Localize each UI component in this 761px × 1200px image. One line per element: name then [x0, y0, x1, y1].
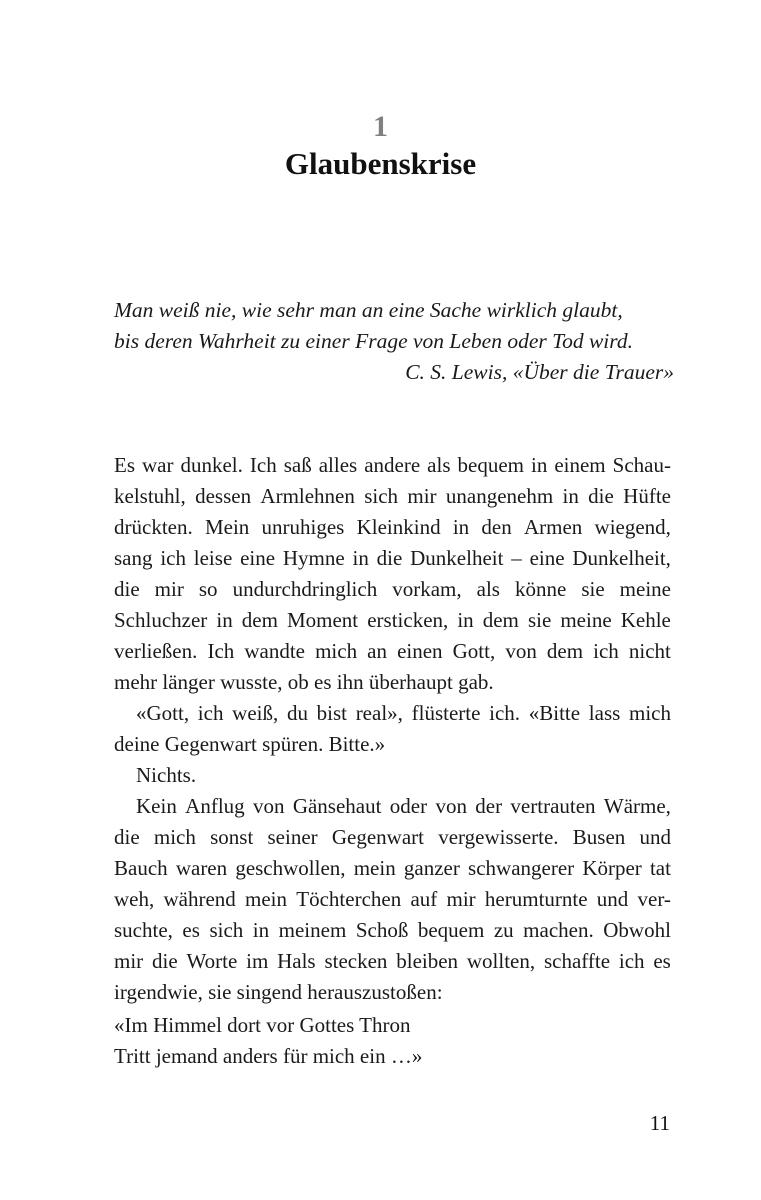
epigraph-attribution: C. S. Lewis, «Über die Trauer»	[405, 360, 674, 384]
body-line: Bauch waren geschwollen, mein ganzer schwangerer Körper tat	[114, 856, 671, 880]
body-line: «Gott, ich weiß, du bist real», flüsterte ich. «Bitte lass mich	[136, 701, 671, 725]
chapter-number: 1	[373, 110, 388, 143]
body-line: verließen. Ich wandte mich an einen Gott, von dem ich nicht	[114, 639, 671, 663]
body-line: die mich sonst seiner Gegenwart vergewisserte. Busen und	[114, 825, 671, 849]
body-line: weh, während mein Töchterchen auf mir herumturnte und ver-	[114, 887, 671, 911]
epigraph-line: bis deren Wahrheit zu einer Frage von Leben oder Tod wird.	[114, 329, 633, 353]
body-line: kelstuhl, dessen Armlehnen sich mir unangenehm in die Hüfte	[114, 484, 671, 508]
body-line: Nichts.	[136, 763, 197, 787]
epigraph	[114, 295, 674, 388]
body-line: Kein Anflug von Gänsehaut oder von der vertrauten Wärme,	[136, 794, 671, 818]
body-line: die mir so undurchdringlich vorkam, als könne sie meine	[114, 577, 671, 601]
verse-line: «Im Himmel dort vor Gottes Thron	[114, 1013, 411, 1037]
body-line: mehr länger wusste, ob es ihn überhaupt gab.	[114, 670, 494, 694]
body-line: sang ich leise eine Hymne in die Dunkelheit – eine Dunkelheit,	[114, 546, 671, 570]
page-number: 11	[649, 1111, 670, 1135]
hymn-verse	[114, 1010, 674, 1072]
body-line: drückten. Mein unruhiges Kleinkind in den Armen wiegend,	[114, 515, 671, 539]
body-line: suchte, es sich in meinem Schoß bequem zu machen. Obwohl	[114, 918, 671, 942]
body-line: deine Gegenwart spüren. Bitte.»	[114, 732, 386, 756]
verse-line: Tritt jemand anders für mich ein …»	[114, 1044, 423, 1068]
body-line: mir die Worte im Hals stecken bleiben wollten, schaffte ich es	[114, 949, 671, 973]
epigraph-line: Man weiß nie, wie sehr man an eine Sache wirklich glaubt,	[114, 298, 623, 322]
body-line: Schluchzer in dem Moment ersticken, in dem sie meine Kehle	[114, 608, 671, 632]
body-text	[114, 450, 671, 1008]
body-line: irgendwie, sie singend herauszustoßen:	[114, 980, 443, 1004]
body-line: Es war dunkel. Ich saß alles andere als bequem in einem Schau-	[114, 453, 671, 477]
chapter-title: Glaubenskrise	[284, 146, 477, 181]
